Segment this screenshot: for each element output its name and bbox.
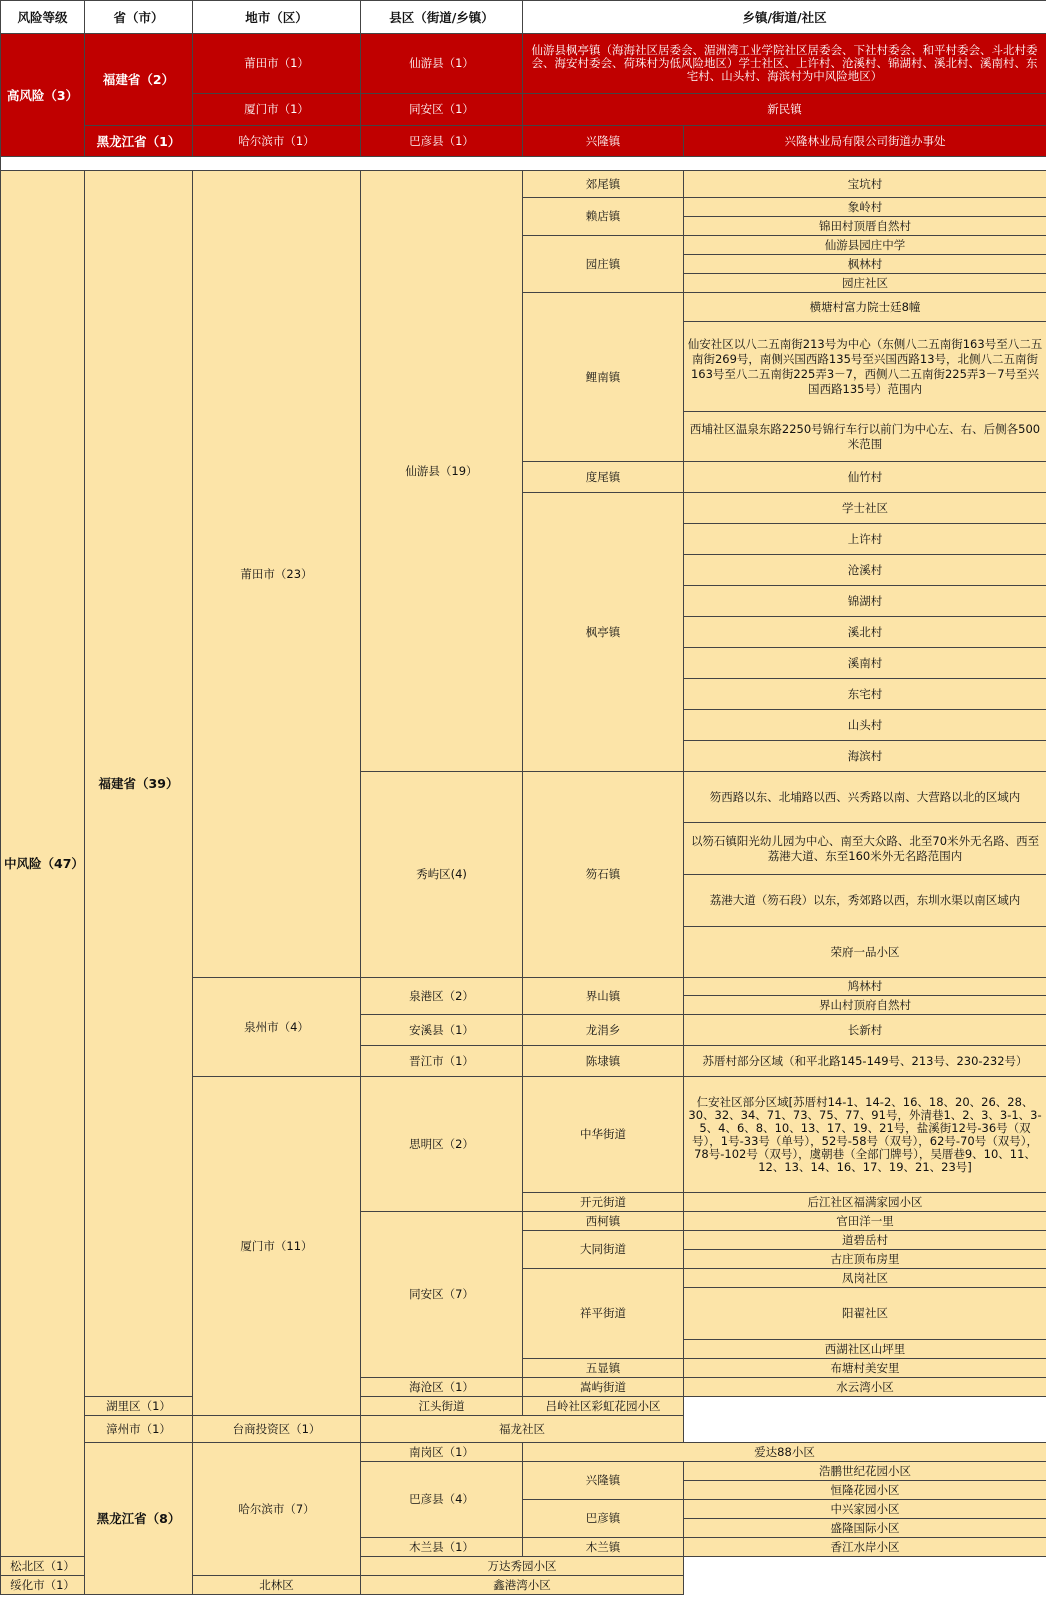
county-cell: 湖里区（1）: [85, 1397, 193, 1416]
city-cell: 哈尔滨市（1）: [193, 126, 361, 157]
county-cell: 安溪县（1）: [361, 1015, 523, 1046]
area-cell: 盛隆国际小区: [684, 1519, 1046, 1538]
town-cell: 江头街道: [361, 1397, 523, 1416]
risk-level-medium: 中风险（47）: [1, 171, 85, 1557]
city-cell: 绥化市（1）: [1, 1576, 85, 1595]
area-cell: 界山村顶府自然村: [684, 996, 1046, 1015]
area-cell: 宝坑村: [684, 171, 1046, 198]
town-cell: 陈埭镇: [523, 1046, 684, 1077]
area-cell: 仙安社区以八二五南街213号为中心（东侧八二五南街163号至八二五南街269号，南侧兴国西路135号至兴国西路13号，北侧八二五南街163号至八二五南街225弄3－7，西侧八二五南街225弄3－7号至兴国西路135号）范围内: [684, 322, 1046, 412]
city-cell: 莆田市（23）: [193, 171, 361, 978]
town-cell: 中华街道: [523, 1077, 684, 1193]
area-cell: 锦湖村: [684, 586, 1046, 617]
area-cell: 仙竹村: [684, 462, 1046, 493]
table-row: [1, 1443, 1046, 1462]
city-cell: 莆田市（1）: [193, 34, 361, 94]
town-cell: 郊尾镇: [523, 171, 684, 198]
county-cell: 同安区（7）: [361, 1212, 523, 1378]
town-cell: 西柯镇: [523, 1212, 684, 1231]
area-cell: 恒隆花园小区: [684, 1481, 1046, 1500]
area-cell: 锦田村顶厝自然村: [684, 217, 1046, 236]
area-cell: 道碧岳村: [684, 1231, 1046, 1250]
table-row: [1, 34, 1046, 94]
area-cell: 鑫港湾小区: [361, 1576, 684, 1595]
header-province: 省（市）: [85, 1, 193, 34]
area-cell: 荣府一品小区: [684, 927, 1046, 978]
table-row: [1, 1397, 1046, 1416]
area-cell: 山头村: [684, 710, 1046, 741]
town-cell: 度尾镇: [523, 462, 684, 493]
county-cell: 巴彦县（1）: [361, 126, 523, 157]
province-cell: 黑龙江省（8）: [85, 1443, 193, 1595]
area-cell: 爱达88小区: [523, 1443, 1046, 1462]
province-cell: 福建省（2）: [85, 34, 193, 126]
area-cell: 苏厝村部分区域（和平北路145-149号、213号、230-232号）: [684, 1046, 1046, 1077]
area-cell: 溪北村: [684, 617, 1046, 648]
area-cell: 象岭村: [684, 198, 1046, 217]
area-cell: 阳翟社区: [684, 1288, 1046, 1340]
town-cell: 开元街道: [523, 1193, 684, 1212]
header-row: [1, 1, 1046, 34]
town-cell: 龙涓乡: [523, 1015, 684, 1046]
province-cell: 福建省（39）: [85, 171, 193, 1397]
area-cell: 吕岭社区彩虹花园小区: [523, 1397, 684, 1416]
county-cell: 海沧区（1）: [361, 1378, 523, 1397]
city-cell: 漳州市（1）: [85, 1416, 193, 1443]
area-cell: 西埔社区温泉东路2250号锦行车行以前门为中心左、右、后侧各500米范围: [684, 412, 1046, 462]
area-cell: 布塘村美安里: [684, 1359, 1046, 1378]
header-county: 县区（街道/乡镇）: [361, 1, 523, 34]
area-cell: 横塘村富力院士廷8幢: [684, 293, 1046, 322]
area-cell: 学士社区: [684, 493, 1046, 524]
separator-row: [1, 157, 1046, 171]
area-cell: 古庄顶布房里: [684, 1250, 1046, 1269]
table-row: [1, 171, 1046, 198]
town-cell: 鲤南镇: [523, 293, 684, 462]
table-row: [1, 126, 1046, 157]
county-cell: 台商投资区（1）: [193, 1416, 361, 1443]
area-cell: 东宅村: [684, 679, 1046, 710]
area-cell: 中兴家园小区: [684, 1500, 1046, 1519]
province-cell: 黑龙江省（1）: [85, 126, 193, 157]
area-cell: 以笏石镇阳光幼儿园为中心、南至大众路、北至70米外无名路、西至荔港大道、东至160米外无名路范围内: [684, 823, 1046, 875]
county-cell: 松北区（1）: [1, 1557, 85, 1576]
town-cell: 五显镇: [523, 1359, 684, 1378]
town-cell: 兴隆镇: [523, 126, 684, 157]
town-cell: 园庄镇: [523, 236, 684, 293]
town-cell: 笏石镇: [523, 772, 684, 978]
town-cell: 木兰镇: [523, 1538, 684, 1557]
town-cell: 嵩屿街道: [523, 1378, 684, 1397]
area-cell: 长新村: [684, 1015, 1046, 1046]
area-cell: 凤岗社区: [684, 1269, 1046, 1288]
area-cell: 荔港大道（笏石段）以东，秀郊路以西，东圳水渠以南区域内: [684, 875, 1046, 927]
area-cell: 鸠林村: [684, 978, 1046, 996]
area-cell: 后江社区福满家园小区: [684, 1193, 1046, 1212]
area-cell: 海滨村: [684, 741, 1046, 772]
area-cell: 溪南村: [684, 648, 1046, 679]
area-cell: 枫林村: [684, 255, 1046, 274]
county-cell: 巴彦县（4）: [361, 1462, 523, 1538]
area-cell: 上许村: [684, 524, 1046, 555]
area-cell: 兴隆林业局有限公司街道办事处: [684, 126, 1046, 157]
area-cell: 香江水岸小区: [684, 1538, 1046, 1557]
area-cell: 西湖社区山坪里: [684, 1340, 1046, 1359]
area-cell: 园庄社区: [684, 274, 1046, 293]
area-cell: 新民镇: [523, 94, 1046, 126]
county-cell: 仙游县（19）: [361, 171, 523, 772]
area-cell: 福龙社区: [361, 1416, 684, 1443]
town-cell: 界山镇: [523, 978, 684, 1015]
county-cell: 思明区（2）: [361, 1077, 523, 1212]
area-cell: 万达秀园小区: [361, 1557, 684, 1576]
county-cell: 木兰县（1）: [361, 1538, 523, 1557]
county-cell: 晋江市（1）: [361, 1046, 523, 1077]
area-cell: 沧溪村: [684, 555, 1046, 586]
header-city: 地市（区）: [193, 1, 361, 34]
town-cell: 祥平街道: [523, 1269, 684, 1359]
header-town: 乡镇/街道/社区: [523, 1, 1046, 34]
area-cell: 官田洋一里: [684, 1212, 1046, 1231]
area-cell: 浩鹏世纪花园小区: [684, 1462, 1046, 1481]
town-cell: 兴隆镇: [523, 1462, 684, 1500]
area-cell: 仙游县枫亭镇（海海社区居委会、湄洲湾工业学院社区居委会、下社村委会、和平村委会、斗北村委会、海安村委会、荷珠村为低风险地区）学士社区、上许村、沧溪村、锦湖村、溪北村、溪南村、东宅村、山头村、海滨村为中风险地区）: [523, 34, 1046, 94]
area-cell: 仙游县园庄中学: [684, 236, 1046, 255]
city-cell: 哈尔滨市（7）: [193, 1443, 361, 1576]
town-cell: 巴彦镇: [523, 1500, 684, 1538]
table-row: [1, 1416, 1046, 1443]
area-cell: 仁安社区部分区域[苏厝村14-1、14-2、16、18、20、26、28、30、32、34、71、73、75、77、91号，外清巷1、2、3、3-1、3-5、4、6、8、10、13、17、19、21号，盐溪街12号-36号（双号），1号-33号（单号），52号-58号（双号），62号-70号（双号），78号-102号（双号），虞朝巷（全部门牌号），吴厝巷9、10、11、12、13、14、16、17、19、21、23号]: [684, 1077, 1046, 1193]
county-cell: 仙游县（1）: [361, 34, 523, 94]
town-cell: 赖店镇: [523, 198, 684, 236]
town-cell: 大同街道: [523, 1231, 684, 1269]
header-risk-level: 风险等级: [1, 1, 85, 34]
county-cell: 北林区: [193, 1576, 361, 1595]
county-cell: 泉港区（2）: [361, 978, 523, 1015]
area-cell: 笏西路以东、北埔路以西、兴秀路以南、大营路以北的区域内: [684, 772, 1046, 823]
county-cell: 秀屿区(4): [361, 772, 523, 978]
town-cell: 枫亭镇: [523, 493, 684, 772]
city-cell: 泉州市（4）: [193, 978, 361, 1077]
county-cell: 南岗区（1）: [361, 1443, 523, 1462]
city-cell: 厦门市（11）: [193, 1077, 361, 1416]
risk-level-high: 高风险（3）: [1, 34, 85, 157]
city-cell: 厦门市（1）: [193, 94, 361, 126]
area-cell: 水云湾小区: [684, 1378, 1046, 1397]
county-cell: 同安区（1）: [361, 94, 523, 126]
